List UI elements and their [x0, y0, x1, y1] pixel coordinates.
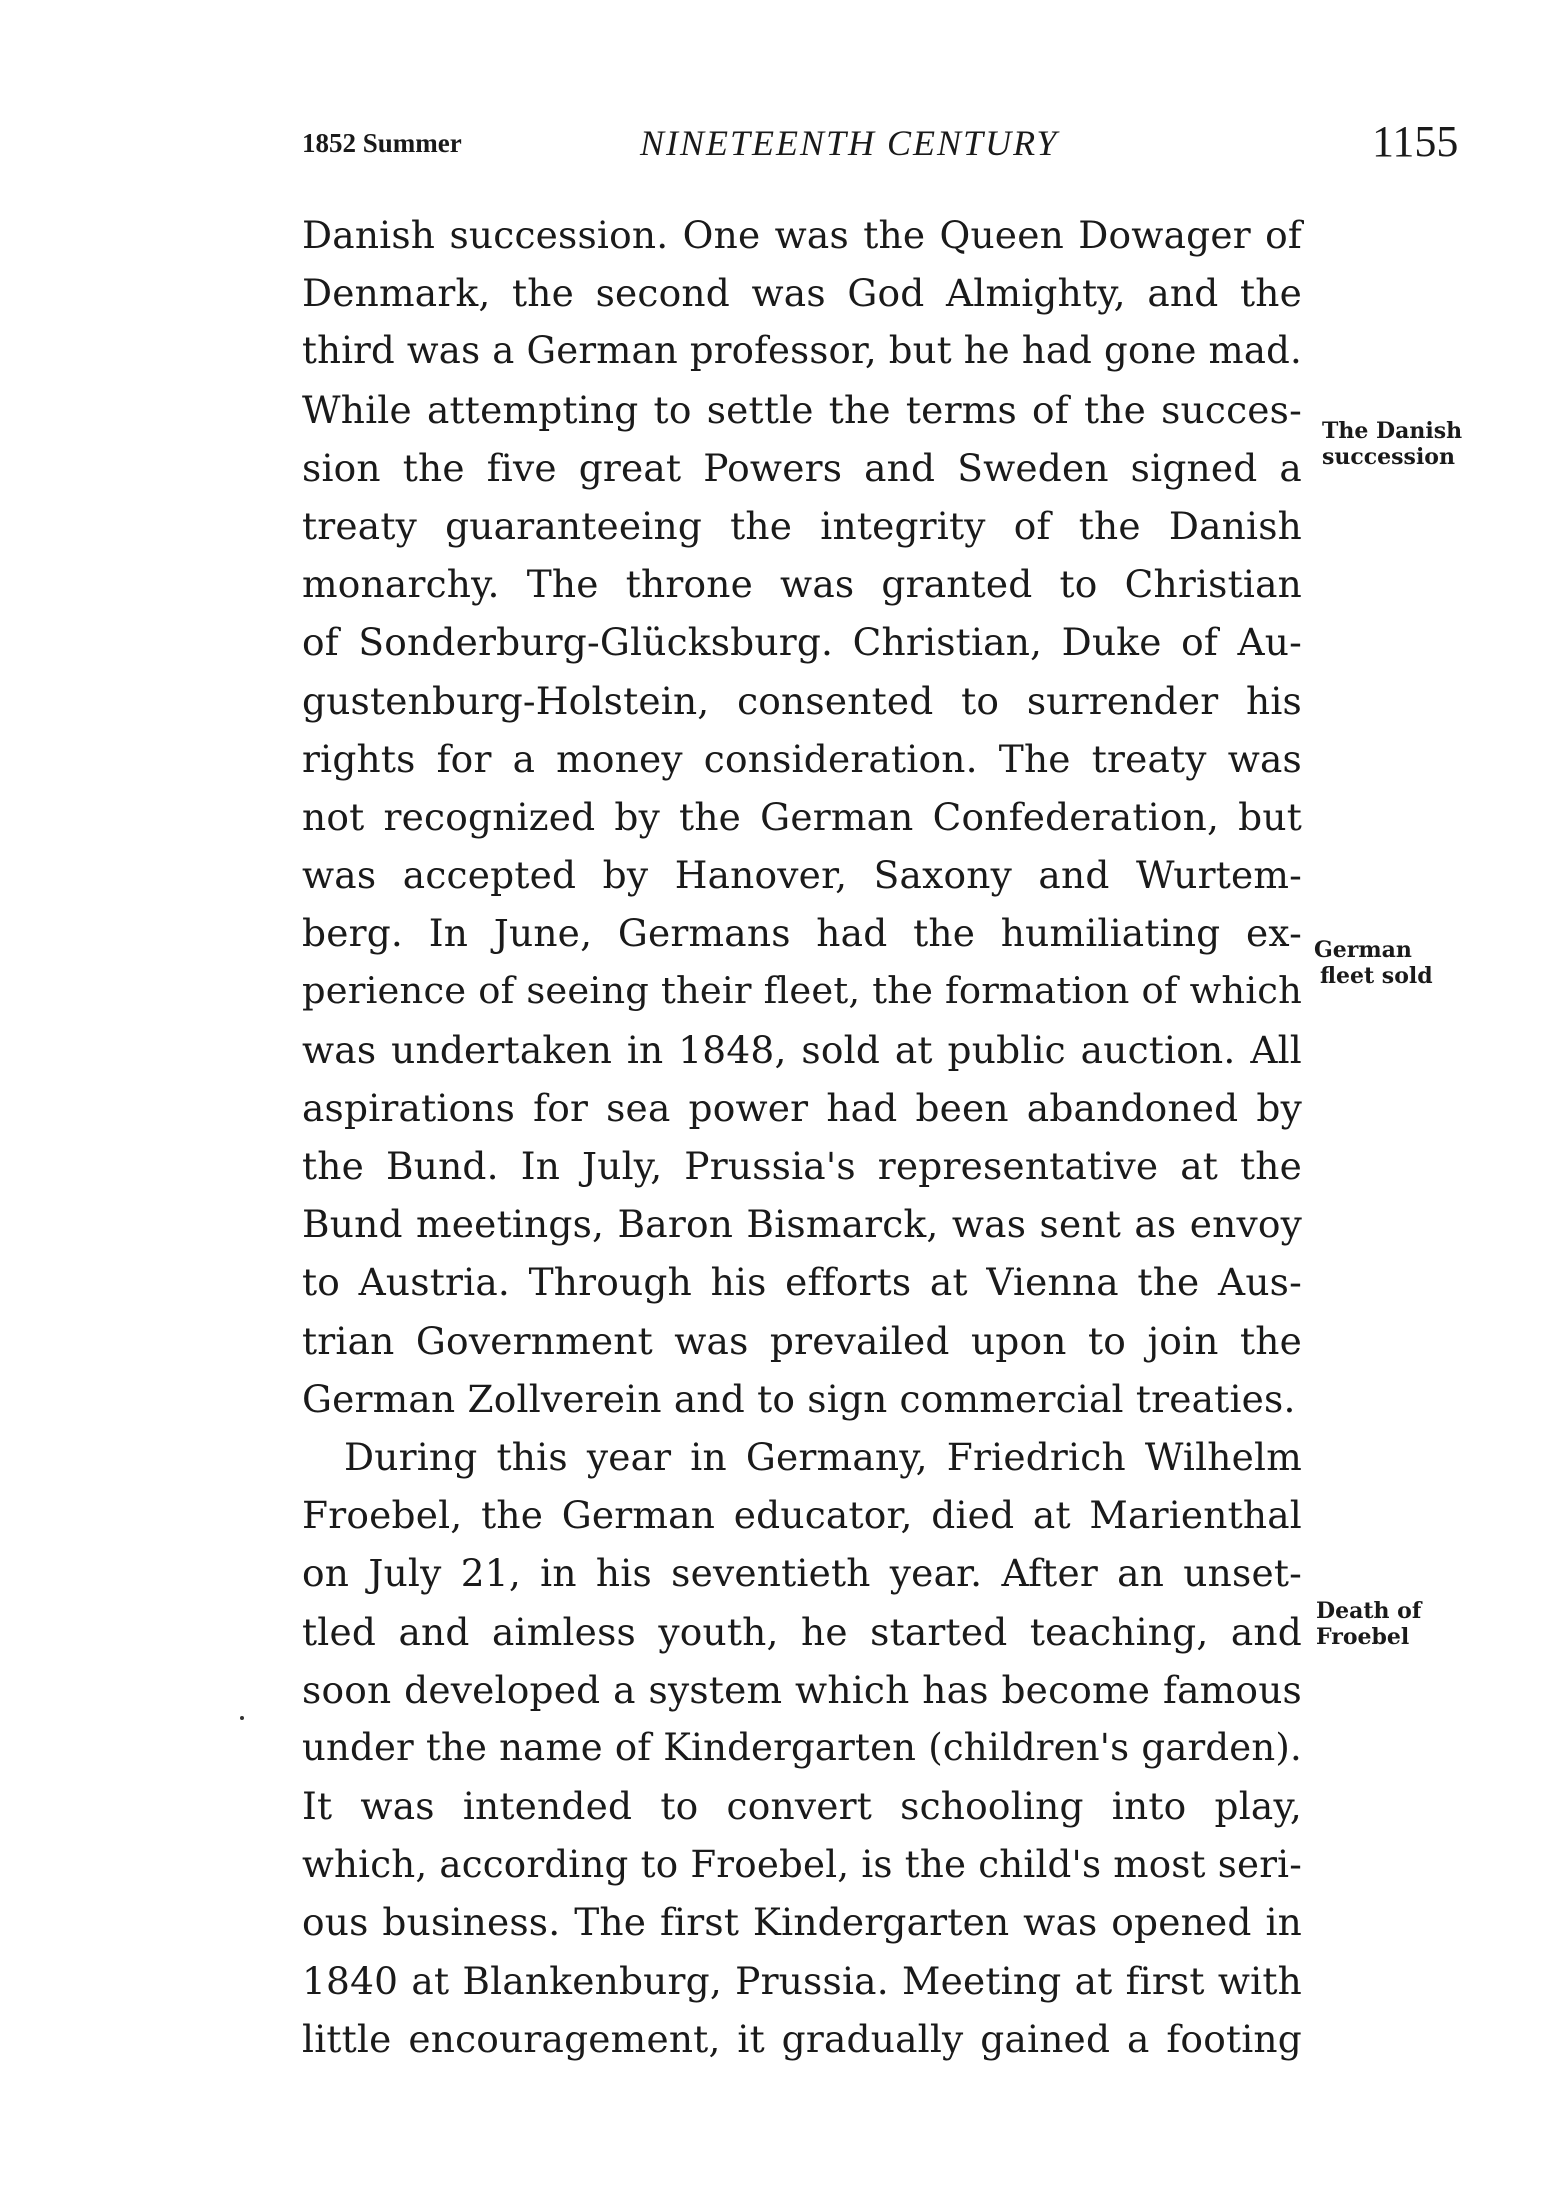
text-line: under the name of Kindergarten (children's garden).	[302, 1725, 1302, 1769]
text-line: ous business. The first Kindergarten was opened in	[302, 1900, 1302, 1945]
text-line: berg. In June, Germans had the humiliating ex-	[302, 911, 1302, 956]
text-line: was accepted by Hanover, Saxony and Wurtem-	[302, 853, 1302, 898]
margin-note-danish-succession	[1322, 418, 1462, 470]
ink-speck	[240, 1716, 244, 1720]
text-line: Denmark, the second was God Almighty, and the	[302, 271, 1302, 316]
margin-note-line: German	[1314, 937, 1412, 963]
running-header-date: 1852 Summer	[302, 128, 462, 158]
text-line: Froebel, the German educator, died at Marienthal	[302, 1493, 1302, 1538]
margin-note-death-of-froebel	[1316, 1598, 1421, 1650]
text-line: on July 21, in his seventieth year. After an unset-	[302, 1551, 1302, 1596]
text-line: monarchy. The throne was granted to Christian	[302, 562, 1302, 607]
text-line: aspirations for sea power had been abandoned by	[302, 1085, 1302, 1130]
margin-note-line: Froebel	[1316, 1624, 1410, 1650]
text-line: While attempting to settle the terms of the succes-	[302, 387, 1302, 432]
text-line: third was a German professor, but he had gone mad.	[302, 329, 1302, 373]
text-line: gustenburg-Holstein, consented to surrender his	[302, 678, 1302, 723]
text-line: little encouragement, it gradually gained a footing	[302, 2016, 1302, 2061]
text-line: was undertaken in 1848, sold at public auction. All	[302, 1027, 1302, 1072]
margin-note-line: succession	[1322, 444, 1455, 470]
text-line: rights for a money consideration. The treaty was	[302, 736, 1302, 781]
text-line: treaty guaranteeing the integrity of the Danish	[302, 503, 1302, 548]
text-line: During this year in Germany, Friedrich Wilhelm	[344, 1434, 1302, 1479]
text-line: German Zollverein and to sign commercial treaties.	[302, 1376, 1296, 1421]
text-line: It was intended to convert schooling into play,	[302, 1784, 1302, 1829]
text-line: 1840 at Blankenburg, Prussia. Meeting at first with	[302, 1958, 1302, 2003]
margin-note-german-fleet	[1314, 937, 1433, 989]
text-line: to Austria. Through his efforts at Vienna the Aus-	[302, 1260, 1302, 1305]
running-header-title: NINETEENTH CENTURY	[640, 123, 1059, 163]
body-text	[302, 206, 1302, 2068]
text-line: Danish succession. One was the Queen Dowager of	[302, 213, 1302, 257]
text-line: soon developed a system which has become famous	[302, 1667, 1302, 1712]
text-line: tled and aimless youth, he started teaching, and	[302, 1609, 1302, 1654]
margin-note-line: fleet sold	[1320, 963, 1433, 989]
text-line: trian Government was prevailed upon to join the	[302, 1318, 1302, 1363]
text-line: the Bund. In July, Prussia's representative at the	[302, 1144, 1302, 1188]
page-number: 1155	[1372, 117, 1459, 166]
text-line: which, according to Froebel, is the child's most seri-	[302, 1842, 1302, 1887]
margin-note-line: Death of	[1316, 1598, 1422, 1624]
text-line: Bund meetings, Baron Bismarck, was sent as envoy	[302, 1202, 1302, 1247]
text-line: not recognized by the German Confederation, but	[302, 794, 1302, 839]
text-line: perience of seeing their fleet, the formation of which	[302, 969, 1302, 1013]
margin-note-line: The Danish	[1322, 418, 1463, 444]
text-line: of Sonderburg-Glücksburg. Christian, Duke of Au-	[302, 620, 1302, 665]
text-line: sion the five great Powers and Sweden signed a	[302, 445, 1302, 490]
